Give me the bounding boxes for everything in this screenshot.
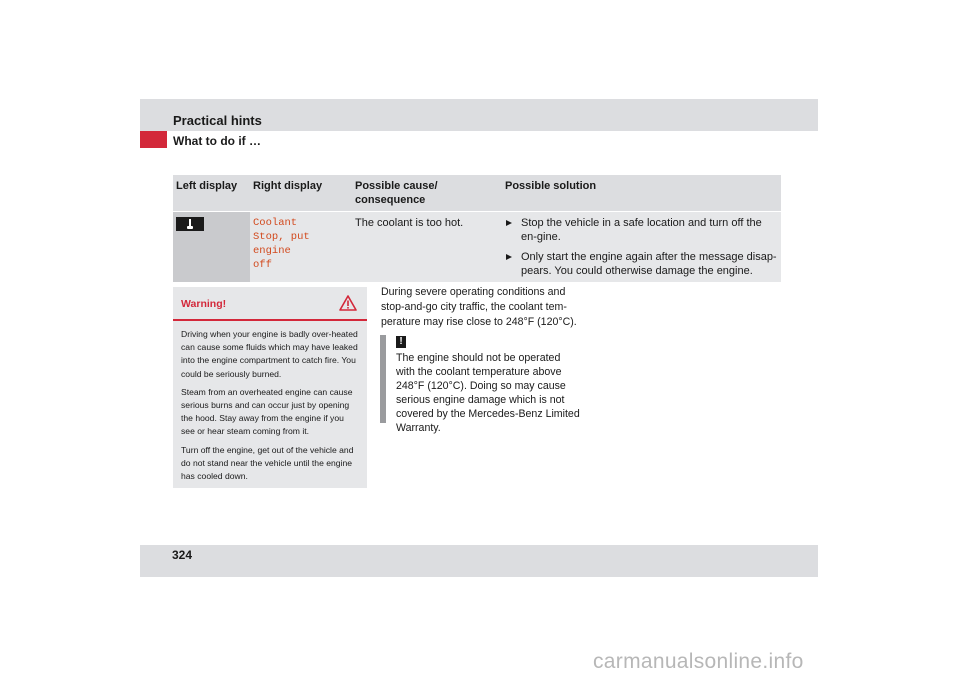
notice-box [380, 335, 580, 434]
cause-text: The coolant is too hot. [355, 217, 464, 229]
intro-paragraph: During severe operating conditions and stop-and-go city traffic, the coolant tem-perature may rise close to 248°F (120°C). [381, 286, 577, 328]
watermark: carmanualsonline.info [593, 650, 804, 673]
left-display-cell [173, 212, 250, 283]
column-header-left-display: Left display [173, 175, 250, 212]
warning-title: Warning! [181, 298, 227, 310]
solution-step [505, 216, 778, 244]
page-number: 324 [172, 548, 193, 562]
notice-text: The engine should not be operated with the coolant temperature above 248°F (120°C). Doing so may cause serious engine damage which is not covered by the Mercedes-Benz Limited Warranty. [396, 352, 580, 434]
bullet-arrow-icon [506, 254, 512, 260]
warning-paragraph: Driving when your engine is badly over-heated can cause some fluids which may have leaked into the engine compartment to catch fire. You could be seriously burned. [181, 329, 358, 379]
section-marker [140, 131, 167, 148]
column-header-possible-solution: Possible solution [502, 175, 781, 212]
warning-triangle-icon [339, 295, 357, 311]
footer-band [140, 545, 818, 577]
warning-body [173, 321, 367, 483]
solution-step-text: Only start the engine again after the message disap-pears. You could otherwise damage the engine. [521, 251, 777, 277]
cause-cell [352, 212, 502, 283]
display-message-table [173, 175, 781, 282]
solution-step [505, 250, 778, 278]
coolant-temperature-icon [176, 217, 204, 231]
section-title: Practical hints [173, 113, 262, 128]
solution-step-text: Stop the vehicle in a safe location and turn off the en-gine. [521, 217, 762, 243]
warning-paragraph: Steam from an overheated engine can cause serious burns and can occur just by opening the hood. Stay away from the engine if you see or hear steam coming from it. [181, 386, 353, 437]
bullet-arrow-icon [506, 220, 512, 226]
display-message-text: Coolant Stop, put engine off [253, 217, 310, 271]
column-header-right-display: Right display [250, 175, 352, 212]
table-header-row [173, 175, 781, 212]
warning-paragraph: Turn off the engine, get out of the vehicle and do not stand near the vehicle until the engine has cooled down. [181, 444, 354, 482]
warning-box [173, 287, 367, 488]
warning-header [173, 287, 367, 321]
solution-cell [502, 212, 781, 283]
page-subtitle: What to do if … [173, 134, 261, 148]
right-display-cell [250, 212, 352, 283]
notice-bar [380, 335, 386, 423]
table-row [173, 212, 781, 283]
column-header-possible-cause: Possible cause/ consequence [352, 175, 502, 212]
exclamation-icon: ! [396, 336, 406, 348]
